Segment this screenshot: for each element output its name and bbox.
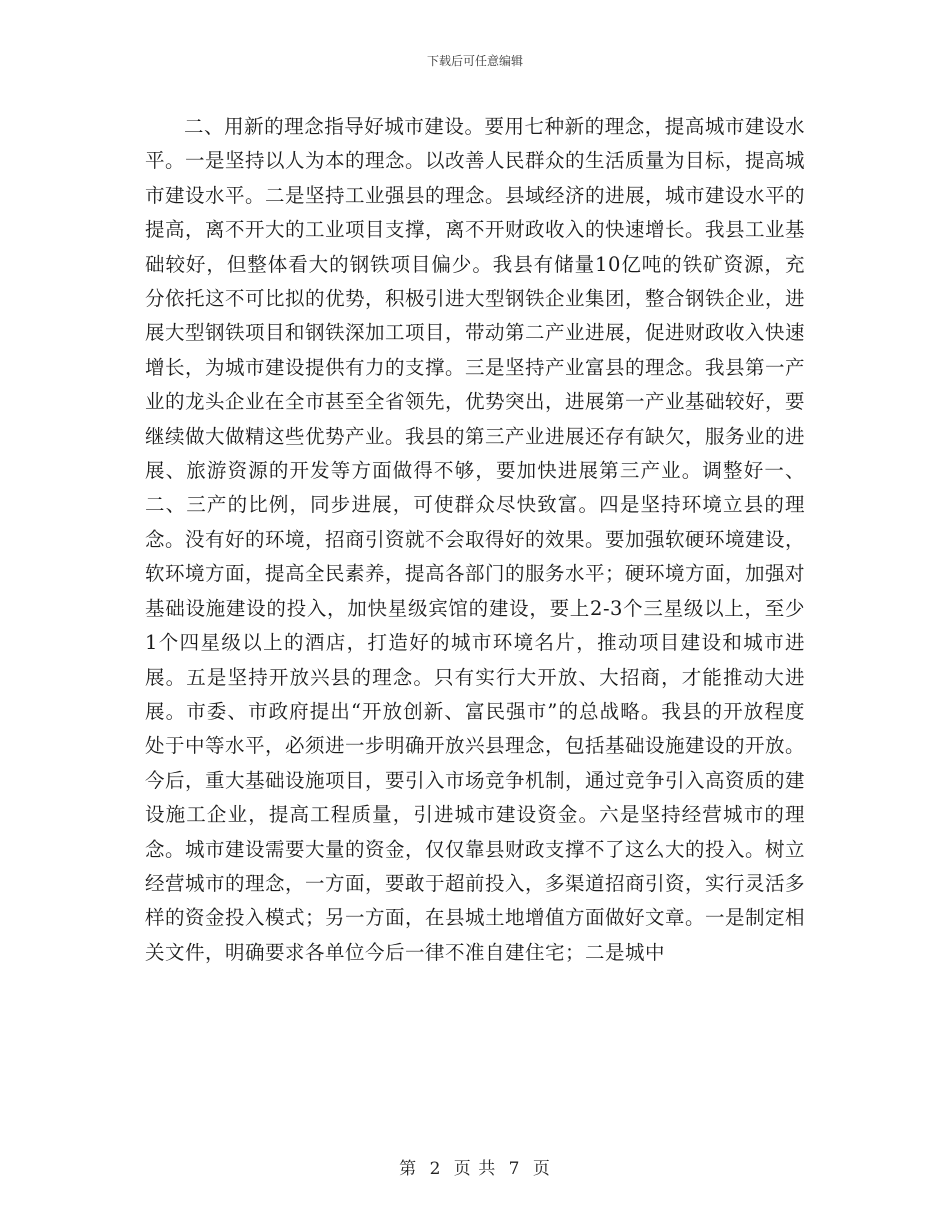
current-page-number: 2 (429, 1159, 442, 1179)
body-paragraph: 二、用新的理念指导好城市建设。要用七种新的理念，提高城市建设水平。一是坚持以人为本的理念。以改善人民群众的生活质量为目标，提高城市建设水平。二是坚持工业强县的理念。县域经济的进展，城市建设水平的提高，离不开大的工业项目支撑，离不开财政收入的快速增长。我县工业基础较好，但整体看大的钢铁项目偏少。我县有储量10亿吨的铁矿资源，充分依托这不可比拟的优势，积极引进大型钢铁企业集团，整合钢铁企业，进展大型钢铁项目和钢铁深加工项目，带动第二产业进展，促进财政收入快速增长，为城市建设提供有力的支撑。三是坚持产业富县的理念。我县第一产业的龙头企业在全市甚至全省领先，优势突出，进展第一产业基础较好，要继续做大做精这些优势产业。我县的第三产业进展还存有缺欠，服务业的进展、旅游资源的开发等方面做得不够，要加快进展第三产业。调整好一、二、三产的比例，同步进展，可使群众尽快致富。四是坚持环境立县的理念。没有好的环境，招商引资就不会取得好的效果。要加强软硬环境建设，软环境方面，提高全民素养，提高各部门的服务水平；硬环境方面，加强对基础设施建设的投入，加快星级宾馆的建设，要上2-3个三星级以上，至少1个四星级以上的酒店，打造好的城市环境名片，推动项目建设和城市进展。五是坚持开放兴县的理念。只有实行大开放、大招商，才能推动大进展。市委、市政府提出“开放创新、富民强市”的总战略。我县的开放程度处于中等水平，必须进一步明确开放兴县理念，包括基础设施建设的开放。今后，重大基础设施项目，要引入市场竞争机制，通过竞争引入高资质的建设施工企业，提高工程质量，引进城市建设资金。六是坚持经营城市的理念。城市建设需要大量的资金，仅仅靠县财政支撑不了这么大的投入。树立经营城市的理念，一方面，要敢于超前投入，多渠道招商引资，实行灵活多样的资金投入模式；另一方面，在县城土地增值方面做好文章。一是制定相关文件，明确要求各单位今后一律不准自建住宅；二是城中 (145, 115, 806, 964)
footer-middle: 页 共 (453, 1159, 497, 1179)
page-footer (0, 1154, 950, 1179)
total-pages-number: 7 (508, 1159, 521, 1179)
footer-prefix: 第 (399, 1159, 418, 1179)
header-note: 下载后可任意编辑 (426, 54, 523, 68)
document-body (145, 110, 805, 970)
footer-suffix: 页 (532, 1159, 551, 1179)
